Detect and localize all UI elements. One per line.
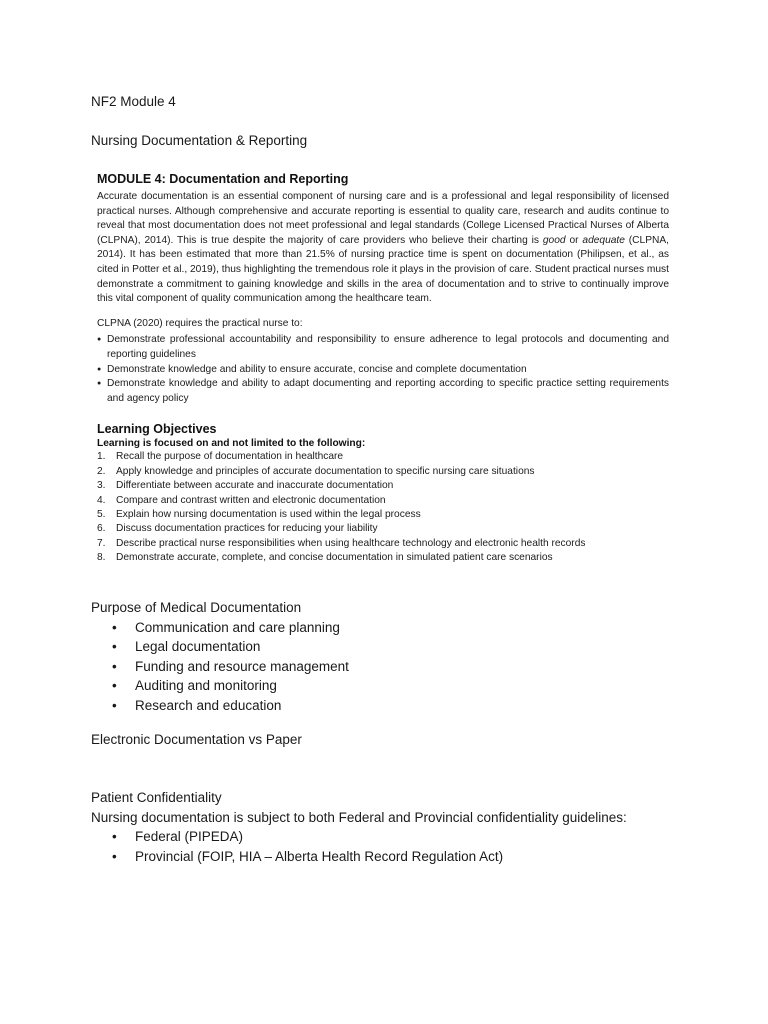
confidentiality-item (91, 827, 627, 847)
objective-text: Differentiate between accurate and inaccurate documentation (116, 480, 394, 492)
objectives-title: Learning Objectives (97, 422, 217, 437)
objective-item (97, 450, 669, 464)
objectives-list (97, 450, 669, 565)
intro-text-part-2: (CLPNA, 2014). It has been estimated that more than 21.5% of nursing practice time is spent on documentation (Philipsen, et al., as cited in Potter et al., 2019), thus highlighting the tremendous role it plays in the provision of care. Student practical nurses must demonstrate a commitment to gaining knowledge and skills in the area of documentation and to strive to continually improve this vital component of quality communication among the healthcare team. (97, 234, 669, 305)
intro-italic-good: good (542, 234, 566, 246)
objective-item (97, 551, 669, 565)
requirement-item: ● Demonstrate knowledge and ability to adapt documenting and reporting according to specific practice setting requirements and agency policy (97, 377, 669, 406)
objective-item (97, 508, 669, 522)
document-subtitle: Nursing Documentation & Reporting (91, 133, 308, 148)
confidentiality-title: Patient Confidentiality (91, 790, 222, 805)
purpose-item-text: Research and education (135, 697, 282, 713)
purpose-item (91, 657, 349, 677)
objective-number: 2. (97, 465, 106, 477)
objective-number: 1. (97, 451, 106, 463)
purpose-section (91, 598, 349, 715)
objective-number: 4. (97, 494, 106, 506)
purpose-item (91, 676, 349, 696)
requirement-item: ● Demonstrate knowledge and ability to ensure accurate, concise and complete documentation (97, 363, 669, 378)
confidentiality-statement: Nursing documentation is subject to both Federal and Provincial confidentiality guidelines: (91, 809, 627, 825)
requirements-intro: CLPNA (2020) requires the practical nurse to: (97, 317, 303, 329)
bullet-icon: • (112, 829, 117, 844)
intro-word-or: or (565, 234, 583, 246)
module-excerpt (97, 172, 669, 566)
purpose-item (91, 696, 349, 716)
objective-text: Discuss documentation practices for reducing your liability (116, 523, 378, 535)
electronic-section-title: Electronic Documentation vs Paper (91, 732, 302, 747)
purpose-title: Purpose of Medical Documentation (91, 600, 302, 615)
objective-item (97, 465, 669, 479)
objective-text: Apply knowledge and principles of accurate documentation to specific nursing care situations (116, 465, 535, 477)
purpose-item (91, 637, 349, 657)
bullet-icon: • (112, 639, 117, 654)
confidentiality-item-text: Provincial (FOIP, HIA – Alberta Health Record Regulation Act) (135, 848, 504, 864)
objectives-subtitle: Learning is focused on and not limited to the following: (97, 438, 366, 450)
module-title: MODULE 4: Documentation and Reporting (97, 172, 349, 186)
objective-number: 7. (97, 537, 106, 549)
purpose-item-text: Communication and care planning (135, 619, 340, 635)
objective-number: 3. (97, 480, 106, 492)
bullet-icon: • (112, 678, 117, 693)
bullet-icon: • (112, 848, 117, 864)
objective-text: Demonstrate accurate, complete, and concise documentation in simulated patient care scenarios (116, 552, 553, 564)
objective-number: 8. (97, 552, 106, 564)
purpose-item-text: Auditing and monitoring (135, 678, 277, 693)
bullet-icon: • (112, 697, 117, 713)
objective-item (97, 522, 669, 536)
module-intro-paragraph (97, 190, 669, 307)
objective-item (97, 494, 669, 508)
purpose-item (91, 618, 349, 638)
intro-text-part-1: Accurate documentation is an essential component of nursing care and is a professional and legal responsibility of licensed practical nurses. Although comprehensive and accurate reporting is essential to quality care, research and audits continue to reveal that most documentation does not meet professional and legal standards (College Licensed Practical Nurses of Alberta (CLPNA), 2014). This is true despite the majority of care providers who believe their charting is (97, 191, 669, 246)
confidentiality-section (91, 788, 627, 866)
objective-text: Recall the purpose of documentation in healthcare (116, 451, 344, 463)
objective-text: Explain how nursing documentation is used within the legal process (116, 508, 421, 520)
intro-italic-adequate: adequate (582, 234, 625, 246)
purpose-list (91, 618, 349, 716)
bullet-icon: • (112, 619, 117, 635)
objective-text: Describe practical nurse responsibilities when using healthcare technology and electronic health records (116, 537, 586, 549)
requirements-list (97, 333, 669, 406)
objective-item (97, 479, 669, 493)
bullet-icon: • (112, 658, 117, 674)
confidentiality-list (91, 827, 627, 866)
confidentiality-item-text: Federal (PIPEDA) (135, 829, 244, 844)
objective-item (97, 537, 669, 551)
objective-text: Compare and contrast written and electronic documentation (116, 494, 386, 506)
confidentiality-item (91, 847, 627, 867)
document-title: NF2 Module 4 (91, 94, 176, 109)
purpose-item-text: Funding and resource management (135, 658, 349, 674)
purpose-item-text: Legal documentation (135, 639, 261, 654)
requirement-item: ● Demonstrate professional accountability and responsibility to ensure adherence to legal protocols and documenting and reporting guidelines (97, 333, 669, 362)
objective-number: 5. (97, 508, 106, 520)
objective-number: 6. (97, 523, 106, 535)
